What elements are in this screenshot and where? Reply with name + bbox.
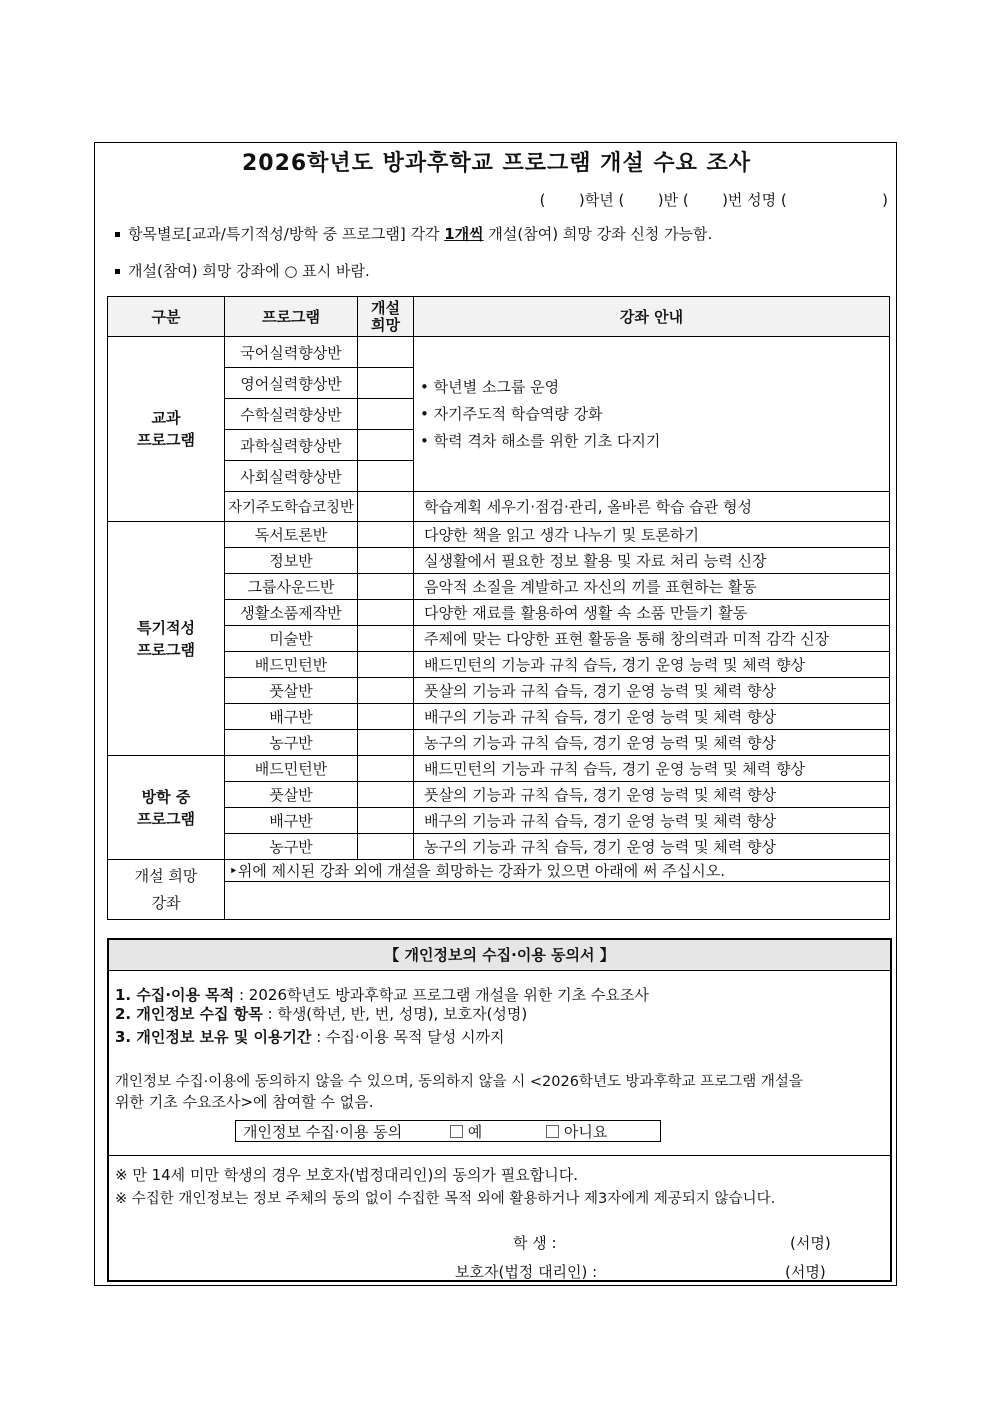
apply-cell[interactable] — [358, 626, 414, 652]
consent-item-2: 2. 개인정보 수집 항목 : 학생(학년, 반, 번, 성명), 보호자(성명) — [115, 1005, 528, 1023]
notice-2: ※ 수집한 개인정보는 정보 주체의 동의 없이 수집한 목적 외에 활용하거나 제3자에게 제공되지 않습니다. — [115, 1191, 776, 1207]
apply-cell[interactable] — [358, 430, 414, 461]
apply-cell[interactable] — [358, 704, 414, 730]
course-desc: 주제에 맞는 다양한 표현 활동을 통해 창의력과 미적 감각 신장 — [414, 626, 890, 652]
table-row — [108, 678, 890, 704]
apply-cell[interactable] — [358, 399, 414, 430]
program-name: 미술반 — [225, 626, 358, 652]
apply-cell[interactable] — [358, 574, 414, 600]
course-desc: 풋살의 기능과 규칙 습득, 경기 운영 능력 및 체력 향상 — [414, 782, 890, 808]
table-header-row — [108, 297, 890, 337]
table-row — [108, 730, 890, 756]
divider — [109, 1155, 890, 1156]
apply-cell[interactable] — [358, 834, 414, 860]
apply-cell[interactable] — [358, 522, 414, 548]
course-desc: 풋살의 기능과 규칙 습득, 경기 운영 능력 및 체력 향상 — [414, 678, 890, 704]
page-title: 2026학년도 방과후학교 프로그램 개설 수요 조사 — [241, 151, 752, 176]
header-category: 구분 — [108, 297, 225, 337]
extra-course-input[interactable] — [225, 882, 890, 920]
program-table — [107, 296, 890, 920]
course-desc: 배구의 기능과 규칙 습득, 경기 운영 능력 및 체력 향상 — [414, 704, 890, 730]
square-bullet-icon — [115, 232, 120, 237]
table-row — [108, 548, 890, 574]
program-name: 자기주도학습코칭반 — [225, 492, 358, 522]
program-name: 농구반 — [225, 730, 358, 756]
table-row — [108, 834, 890, 860]
table-row — [108, 808, 890, 834]
program-name: 배드민턴반 — [225, 652, 358, 678]
note-2: 개설(참여) 희망 강좌에 ○ 표시 바람. — [115, 260, 370, 281]
square-bullet-icon — [115, 269, 120, 274]
apply-cell[interactable] — [358, 678, 414, 704]
program-name: 농구반 — [225, 834, 358, 860]
consent-form — [107, 938, 892, 1282]
program-name: 영어실력향상반 — [225, 368, 358, 399]
student-signature-label: 학 생 : — [513, 1234, 557, 1252]
table-row — [108, 860, 890, 882]
group-extra: 개설 희망 강좌 — [108, 860, 225, 920]
consent-item-3: 3. 개인정보 보유 및 이용기간 : 수집·이용 목적 달성 시까지 — [115, 1028, 505, 1046]
table-row — [108, 492, 890, 522]
program-name: 정보반 — [225, 548, 358, 574]
agree-no-checkbox[interactable]: 아니요 — [546, 1123, 607, 1141]
table-row — [108, 756, 890, 782]
consent-agree-box: 개인정보 수집·이용 동의 예 아니요 — [235, 1120, 661, 1142]
apply-cell[interactable] — [358, 337, 414, 368]
course-desc: 배드민턴의 기능과 규칙 습득, 경기 운영 능력 및 체력 향상 — [414, 756, 890, 782]
course-desc: 농구의 기능과 규칙 습득, 경기 운영 능력 및 체력 향상 — [414, 730, 890, 756]
agree-yes-checkbox[interactable]: 예 — [450, 1123, 483, 1141]
header-apply: 개설 희망 — [358, 297, 414, 337]
program-name: 배드민턴반 — [225, 756, 358, 782]
group-special: 특기적성 프로그램 — [108, 522, 225, 756]
course-desc: 배드민턴의 기능과 규칙 습득, 경기 운영 능력 및 체력 향상 — [414, 652, 890, 678]
consent-item-1: 1. 수집·이용 목적 : 2026학년도 방과후학교 프로그램 개설을 위한 기초 수요조사 — [115, 986, 649, 1004]
program-name: 국어실력향상반 — [225, 337, 358, 368]
table-row — [108, 782, 890, 808]
consent-paragraph-2: 위한 기초 수요조사>에 참여할 수 없음. — [115, 1093, 374, 1111]
guardian-signature-label: 보호자(법정 대리인) : — [455, 1263, 598, 1281]
course-desc: 다양한 재료를 활용하여 생활 속 소품 만들기 활동 — [414, 600, 890, 626]
table-row — [108, 704, 890, 730]
program-name: 수학실력향상반 — [225, 399, 358, 430]
table-row — [108, 652, 890, 678]
course-desc: 농구의 기능과 규칙 습득, 경기 운영 능력 및 체력 향상 — [414, 834, 890, 860]
program-name: 배구반 — [225, 808, 358, 834]
course-desc: 실생활에서 필요한 정보 활용 및 자료 처리 능력 신장 — [414, 548, 890, 574]
apply-cell[interactable] — [358, 548, 414, 574]
apply-cell[interactable] — [358, 368, 414, 399]
apply-cell[interactable] — [358, 756, 414, 782]
program-name: 생활소품제작반 — [225, 600, 358, 626]
table-row — [108, 337, 890, 368]
notice-1: ※ 만 14세 미만 학생의 경우 보호자(법정대리인)의 동의가 필요합니다. — [115, 1166, 579, 1184]
apply-cell[interactable] — [358, 808, 414, 834]
guardian-signature-field[interactable]: (서명) — [785, 1263, 826, 1281]
extra-note: ‣위에 제시된 강좌 외에 개설을 희망하는 강좌가 있으면 아래에 써 주십시오. — [225, 860, 890, 882]
student-signature-field[interactable]: (서명) — [790, 1234, 831, 1252]
subject-info: • 학년별 소그룹 운영 • 자기주도적 학습역량 강화 • 학력 격차 해소를 위한 기초 다지기 — [414, 337, 890, 492]
apply-cell[interactable] — [358, 782, 414, 808]
course-desc: 배구의 기능과 규칙 습득, 경기 운영 능력 및 체력 향상 — [414, 808, 890, 834]
header-course-info: 강좌 안내 — [414, 297, 890, 337]
apply-cell[interactable] — [358, 730, 414, 756]
program-name: 사회실력향상반 — [225, 461, 358, 492]
apply-cell[interactable] — [358, 600, 414, 626]
group-subject: 교과 프로그램 — [108, 337, 225, 522]
student-info-line[interactable]: ( )학년 ( )반 ( )번 성명 ( ) — [539, 191, 888, 209]
note-1: 항목별로[교과/특기적성/방학 중 프로그램] 각각 1개씩 개설(참여) 희망 강좌 신청 가능함. — [115, 223, 712, 244]
consent-paragraph-1: 개인정보 수집·이용에 동의하지 않을 수 있으며, 동의하지 않을 시 <2026학년도 방과후학교 프로그램 개설을 — [115, 1074, 803, 1090]
apply-cell[interactable] — [358, 652, 414, 678]
program-name: 그룹사운드반 — [225, 574, 358, 600]
table-row — [108, 626, 890, 652]
table-row — [108, 574, 890, 600]
group-vacation: 방학 중 프로그램 — [108, 756, 225, 860]
consent-heading: 【 개인정보의 수집·이용 동의서 】 — [109, 940, 890, 971]
program-name: 배구반 — [225, 704, 358, 730]
header-program: 프로그램 — [225, 297, 358, 337]
program-name: 풋살반 — [225, 782, 358, 808]
course-desc: 학습계획 세우기·점검·관리, 올바른 학습 습관 형성 — [414, 492, 890, 522]
checkbox-icon — [546, 1125, 559, 1138]
table-row — [108, 600, 890, 626]
checkbox-icon — [450, 1125, 463, 1138]
table-row — [108, 522, 890, 548]
program-name: 독서토론반 — [225, 522, 358, 548]
course-desc: 다양한 책을 읽고 생각 나누기 및 토론하기 — [414, 522, 890, 548]
apply-cell[interactable] — [358, 461, 414, 492]
program-name: 풋살반 — [225, 678, 358, 704]
course-desc: 음악적 소질을 계발하고 자신의 끼를 표현하는 활동 — [414, 574, 890, 600]
program-name: 과학실력향상반 — [225, 430, 358, 461]
apply-cell[interactable] — [358, 492, 414, 522]
table-row — [108, 882, 890, 920]
